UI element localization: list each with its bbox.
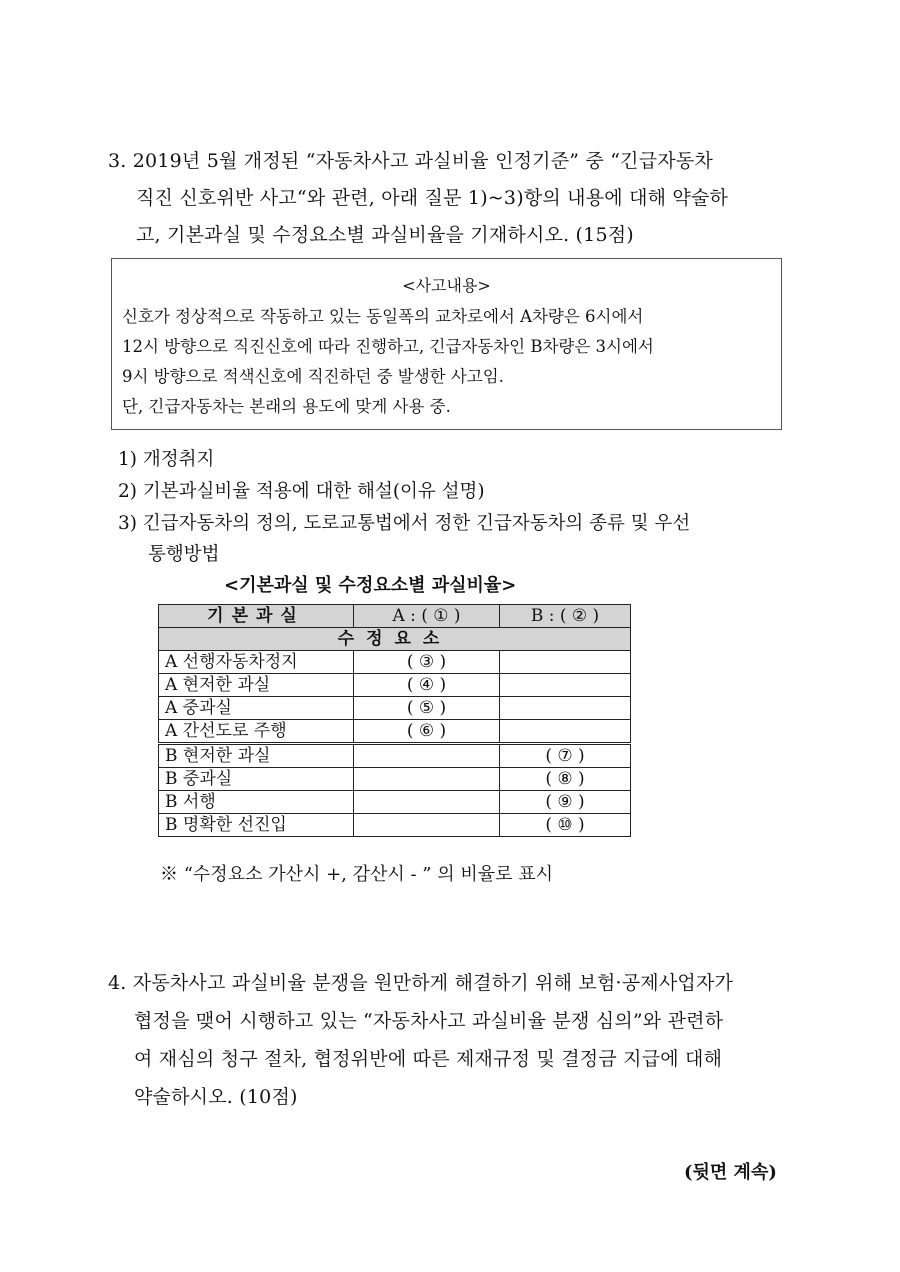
row-b-value xyxy=(500,720,631,744)
table-header-row xyxy=(159,605,631,628)
row-a-value xyxy=(354,744,500,768)
row-b-value: ( ⑦ ) xyxy=(500,744,631,768)
ratio-table-title: <기본과실 및 수정요소별 과실비율> xyxy=(224,575,517,596)
row-b-value: ( ⑩ ) xyxy=(500,814,631,837)
accident-box-line: 단, 긴급자동차는 본래의 용도에 맞게 사용 중. xyxy=(122,397,451,416)
basic-fault-a: A : ( ① ) xyxy=(354,605,500,628)
table-row xyxy=(159,697,631,720)
row-a-value: ( ③ ) xyxy=(354,651,500,674)
table-row xyxy=(159,674,631,697)
sub-question-1: 1) 개정취지 xyxy=(118,449,215,470)
table-row xyxy=(159,768,631,791)
row-label: A 현저한 과실 xyxy=(159,674,354,697)
sub-question-3-cont: 통행방법 xyxy=(148,544,220,565)
row-label: A 중과실 xyxy=(159,697,354,720)
table-row xyxy=(159,814,631,837)
question-4-line-1: 4. 자동차사고 과실비율 분쟁을 원만하게 해결하기 위해 보험·공제사업자가 xyxy=(108,972,734,994)
row-label: B 명확한 선진입 xyxy=(159,814,354,837)
row-a-value xyxy=(354,791,500,814)
question-4-line-4: 약술하시오. (10점) xyxy=(134,1086,298,1108)
accident-box-line: 신호가 정상적으로 작동하고 있는 동일폭의 교차로에서 A차량은 6시에서 xyxy=(122,307,644,326)
row-b-value: ( ⑧ ) xyxy=(500,768,631,791)
table-section-row xyxy=(159,628,631,651)
accident-box-line: 9시 방향으로 적색신호에 직진하던 중 발생한 사고임. xyxy=(122,367,504,386)
row-a-value: ( ④ ) xyxy=(354,674,500,697)
table-row xyxy=(159,744,631,768)
question-4-line-3: 여 재심의 청구 절차, 협정위반에 따른 제재규정 및 결정금 지급에 대해 xyxy=(134,1048,723,1070)
accident-box-title: <사고내용> xyxy=(402,276,491,295)
row-label: A 선행자동차정지 xyxy=(159,651,354,674)
question-4-line-2: 협정을 맺어 시행하고 있는 “자동차사고 과실비율 분쟁 심의”와 관련하 xyxy=(134,1010,724,1032)
row-a-value: ( ⑥ ) xyxy=(354,720,500,744)
row-b-value xyxy=(500,651,631,674)
row-b-value: ( ⑨ ) xyxy=(500,791,631,814)
sub-question-3: 3) 긴급자동차의 정의, 도로교통법에서 정한 긴급자동차의 종류 및 우선 xyxy=(118,513,691,534)
row-label: B 현저한 과실 xyxy=(159,744,354,768)
table-row xyxy=(159,720,631,744)
table-row xyxy=(159,651,631,674)
row-a-value: ( ⑤ ) xyxy=(354,697,500,720)
continue-on-back-label: (뒷면 계속) xyxy=(684,1162,777,1183)
accident-box-line: 12시 방향으로 직진신호에 따라 진행하고, 긴급자동차인 B차량은 3시에서 xyxy=(122,337,654,356)
basic-fault-b: B : ( ② ) xyxy=(500,605,631,628)
question-3-line-1: 3. 2019년 5월 개정된 “자동차사고 과실비율 인정기준” 중 “긴급자동차 xyxy=(108,150,713,172)
row-label: B 중과실 xyxy=(159,768,354,791)
table-row xyxy=(159,791,631,814)
fault-ratio-table xyxy=(158,604,631,837)
row-b-value xyxy=(500,697,631,720)
row-a-value xyxy=(354,768,500,791)
question-3-line-2: 직진 신호위반 사고“와 관련, 아래 질문 1)~3)항의 내용에 대해 약술하 xyxy=(136,187,729,209)
row-label: A 간선도로 주행 xyxy=(159,720,354,744)
adjustment-factors-header: 수정요소 xyxy=(159,628,631,651)
basic-fault-header: 기본과실 xyxy=(159,605,354,628)
table-note: ※ “수정요소 가산시 +, 감산시 - ” 의 비율로 표시 xyxy=(160,864,553,885)
question-3-line-3: 고, 기본과실 및 수정요소별 과실비율을 기재하시오. (15점) xyxy=(136,224,634,246)
sub-question-2: 2) 기본과실비율 적용에 대한 해설(이유 설명) xyxy=(118,481,485,502)
row-label: B 서행 xyxy=(159,791,354,814)
row-b-value xyxy=(500,674,631,697)
accident-content-box xyxy=(111,258,782,430)
row-a-value xyxy=(354,814,500,837)
